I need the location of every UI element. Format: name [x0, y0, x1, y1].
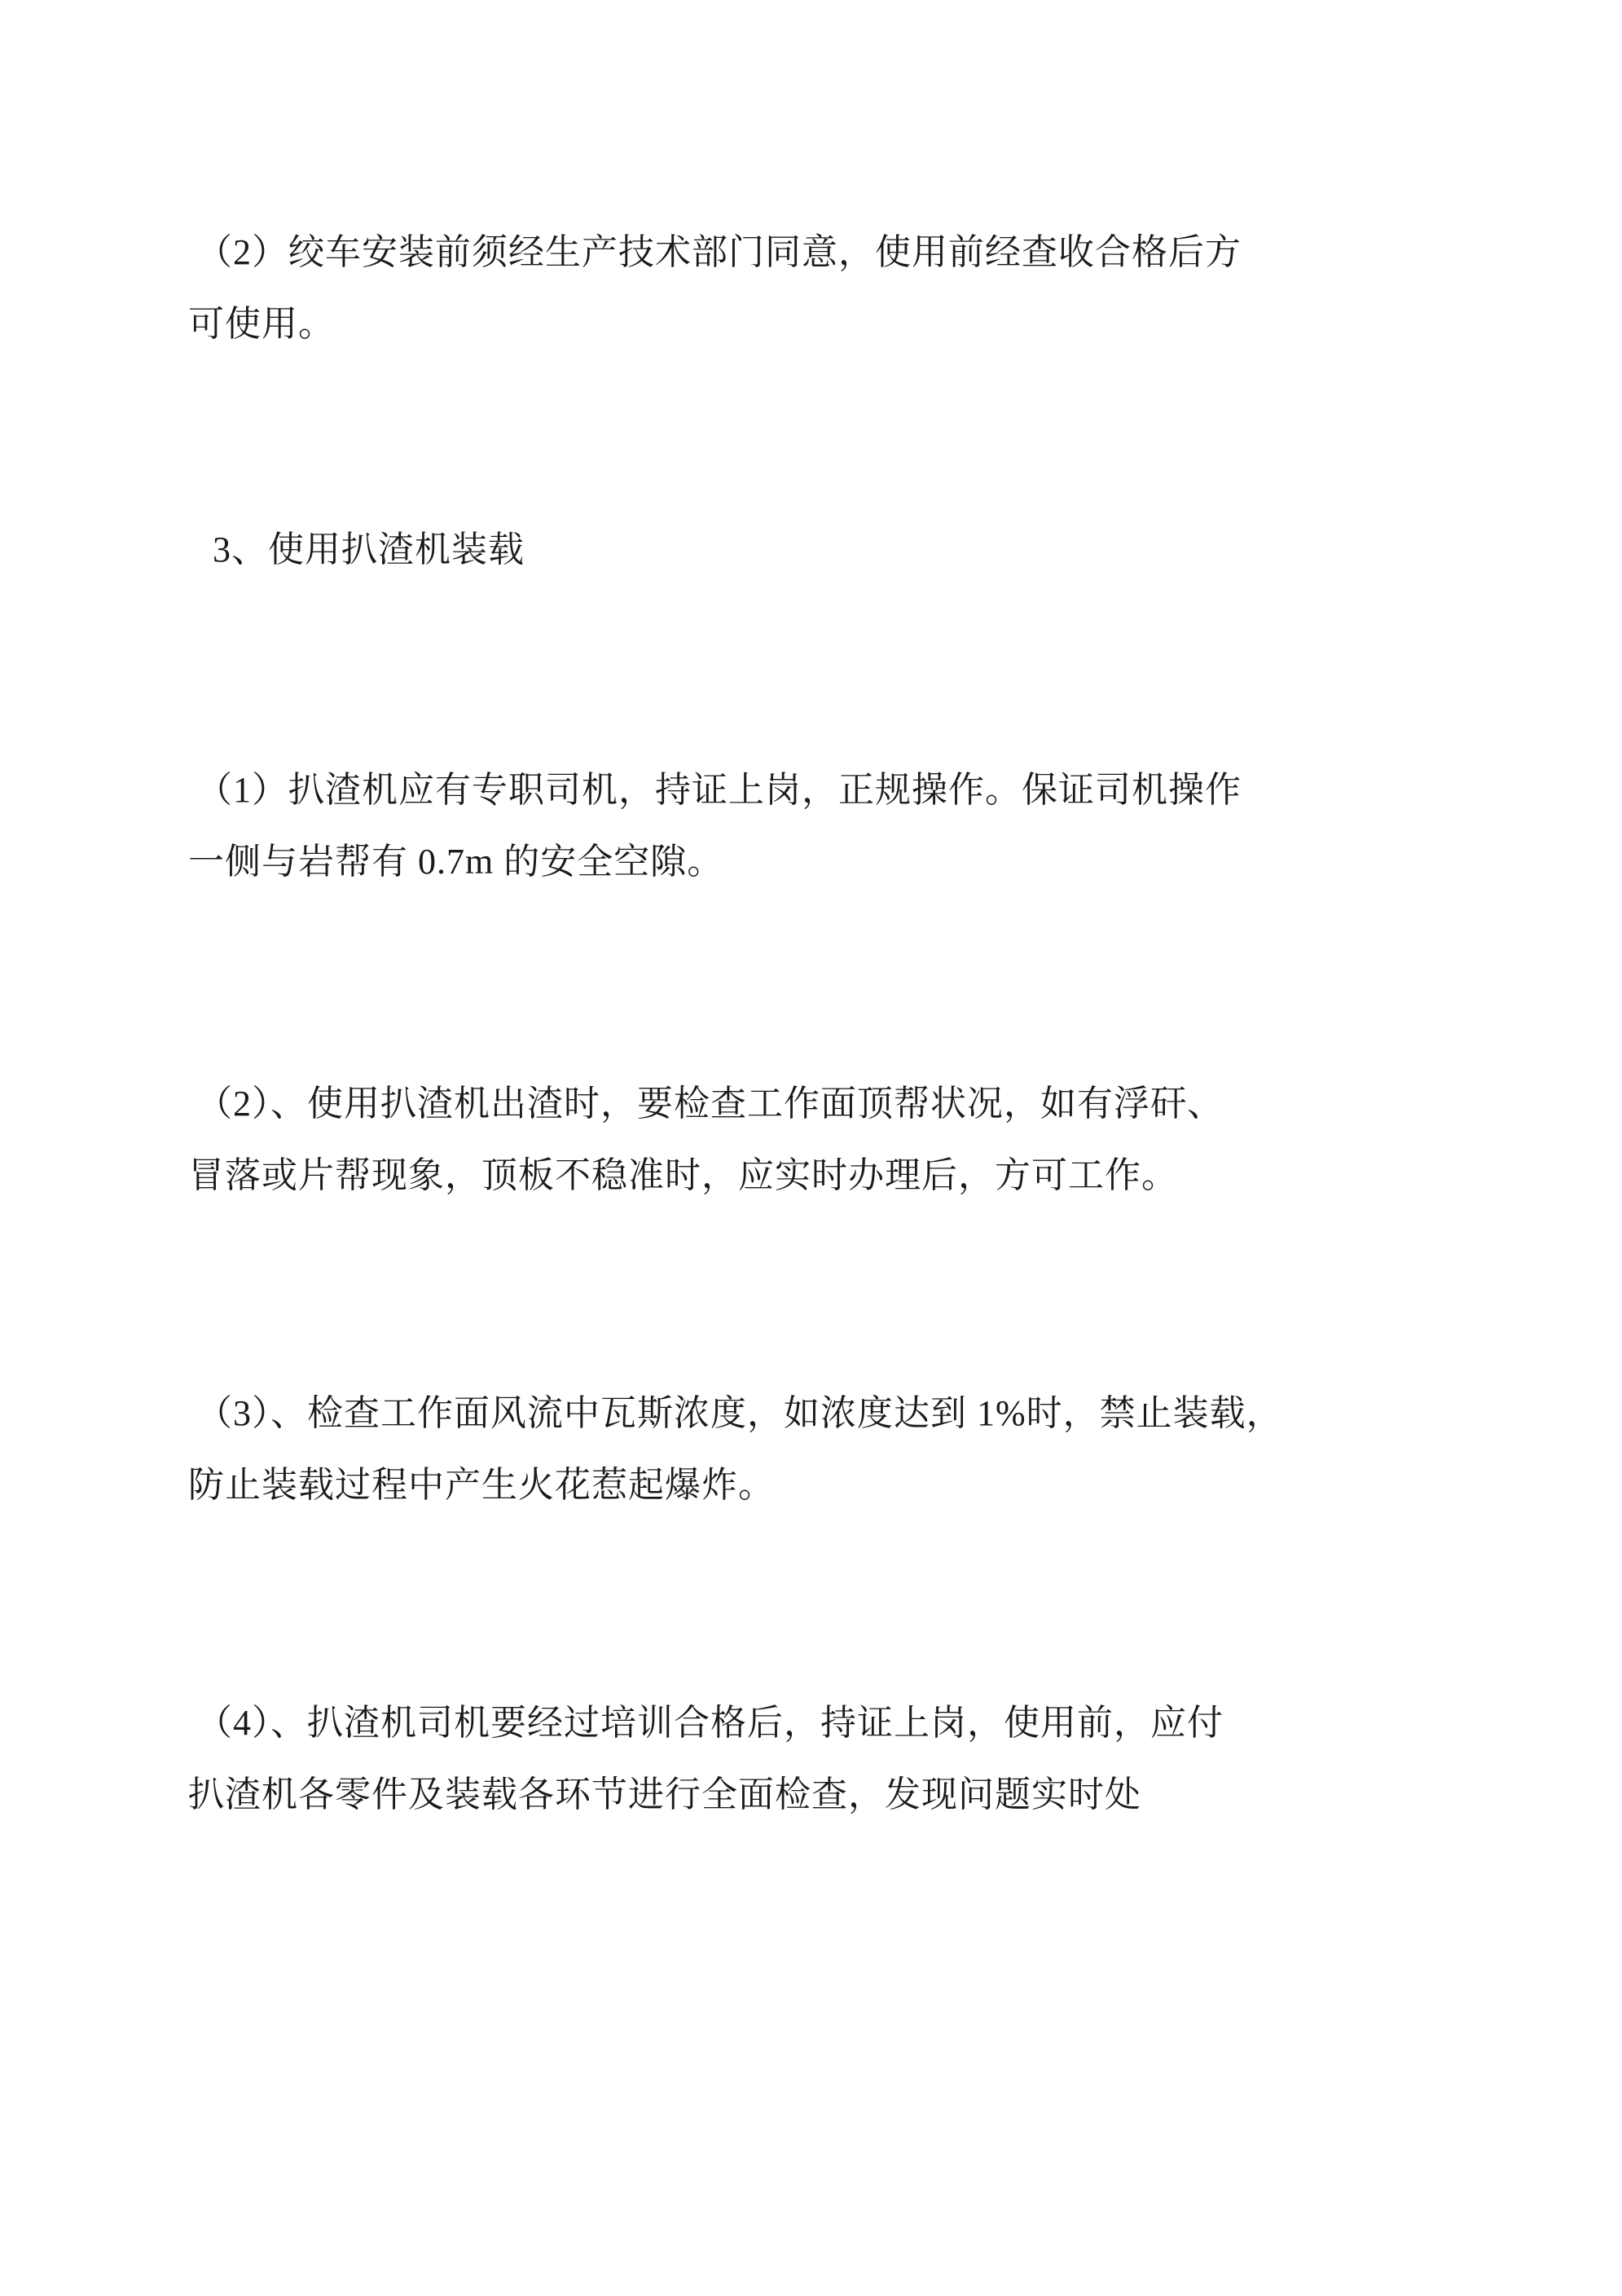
text-line: （2）绞车安装前须经生产技术部门同意，使用前经查收合格后方 — [196, 232, 1242, 272]
text-line: （4）、扒渣机司机要经过培训合格后，持证上岗，使用前，应付 — [196, 1703, 1224, 1743]
section-heading-loader — [188, 514, 1378, 586]
text-line: 冒落或片帮现象，顶板不稳准时，应实时办理后，方可工作。 — [188, 1155, 1178, 1195]
text-line: （1）扒渣机应有专职司机，持证上岗，正规操作。保证司机操作 — [196, 770, 1242, 810]
text-line: 防止装载过程中产生火花惹起爆炸。 — [188, 1465, 775, 1505]
text-line: 扒渣机各零件及装载各环节进行全面检查，发现问题实时处 — [188, 1775, 1141, 1814]
paragraph-loader-driver — [188, 754, 1378, 898]
paragraph-driver-training — [188, 1687, 1378, 1831]
paragraph-gas-check — [188, 1378, 1378, 1521]
text-line: （2）、使用扒渣机出渣时，要检查工作面顶帮状况，如有浮矸、 — [196, 1084, 1224, 1124]
text-line: 一侧与岩帮有 0.7m 的安全空隙。 — [188, 842, 724, 882]
text-line: 可使用。 — [188, 304, 335, 344]
heading-text: 3、使用扒渣机装载 — [213, 530, 525, 570]
paragraph-winch-approval — [188, 217, 1378, 360]
text-line: （3）、检查工作面风流中瓦斯浓度，如浓度达到 1%时，禁止装载， — [196, 1393, 1283, 1433]
paragraph-roof-check — [188, 1068, 1378, 1212]
